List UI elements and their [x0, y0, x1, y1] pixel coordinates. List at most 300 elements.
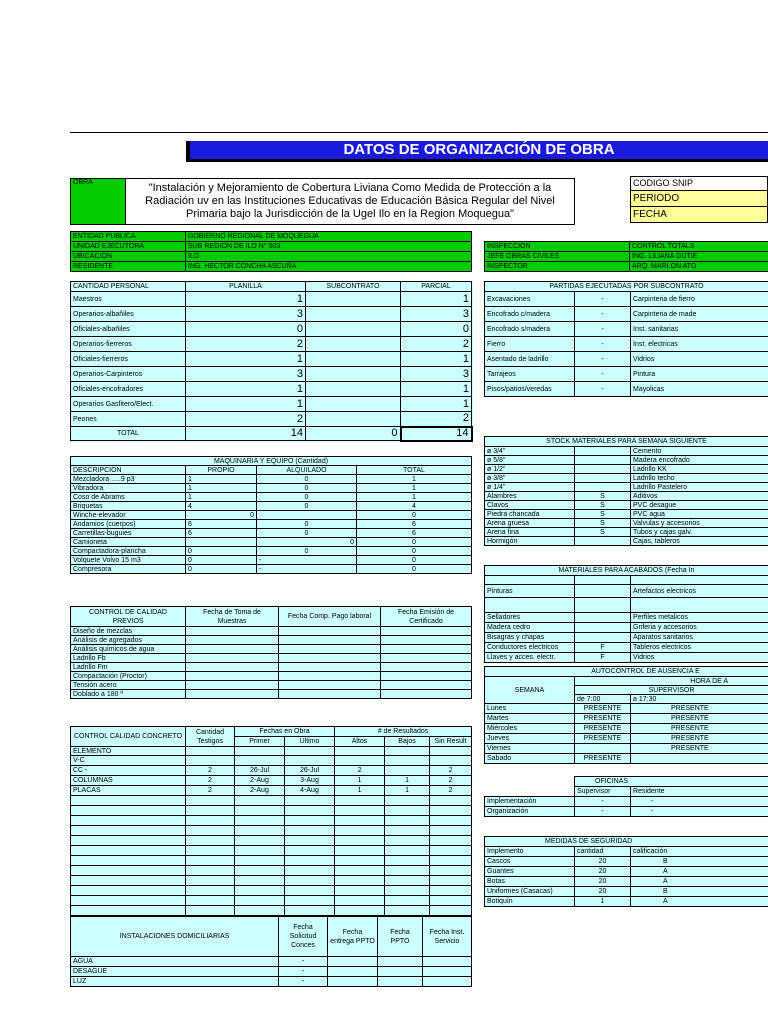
concreto-sin: 2	[430, 786, 472, 796]
stock-cell	[575, 483, 631, 492]
personal-name: Maestros	[71, 292, 186, 307]
entidad-value: GOBIERNO REGIONAL DE MOQUEGUA	[186, 232, 472, 242]
partidas-cell: -	[575, 367, 631, 382]
maq-desc: Andamios (cuerpos)	[71, 520, 186, 529]
partidas-cell: -	[575, 292, 631, 307]
acabados-header: MATERIALES PARA ACABADOS (Fecha In	[485, 566, 768, 576]
autocontrol-supervisor: SUPERVISOR	[575, 686, 768, 695]
partidas-cell: -	[575, 322, 631, 337]
maq-total: 1	[357, 475, 472, 484]
autocontrol-sup: PRESENTE	[575, 704, 631, 714]
personal-parcial: 2	[401, 412, 472, 427]
calidad-previos-item: Tensión acero	[71, 681, 186, 690]
partidas-table	[484, 281, 768, 397]
stock-cell: S	[575, 501, 631, 510]
personal-total-planilla: 14	[186, 427, 306, 441]
partidas-cell: Excavaciones	[485, 292, 575, 307]
concreto-cant: 2	[186, 786, 235, 796]
partidas-cell: Tarrajeos	[485, 367, 575, 382]
seguridad-item: Uniformes (Casacas)	[485, 887, 575, 897]
stock-cell: Aditivos	[631, 492, 768, 501]
fecha-label: FECHA	[631, 207, 768, 223]
acabados-cell	[575, 598, 631, 613]
personal-header: PLANILLA	[186, 282, 306, 292]
seguridad-calif: B	[631, 857, 768, 867]
partidas-cell: Inst. sanitarias	[631, 322, 768, 337]
personal-name: Operarios-fierreros	[71, 337, 186, 352]
concreto-subheader: Bajos	[385, 737, 430, 747]
personal-sub	[306, 352, 401, 367]
acabados-cell: Selladores	[485, 613, 575, 623]
acabados-cell: Aparatos sanitarios	[631, 633, 768, 643]
concreto-ultimo: 3-Aug	[285, 776, 335, 786]
autocontrol-table	[484, 666, 768, 764]
partidas-cell: -	[575, 337, 631, 352]
personal-total-sub: 0	[306, 427, 401, 441]
stock-cell: Madera encofrado	[631, 456, 768, 465]
personal-sub	[306, 337, 401, 352]
instalaciones-header: Fecha Solicitud Conces	[279, 917, 328, 957]
oficinas-item: Organización	[485, 807, 575, 817]
concreto-primer: 2-Aug	[235, 776, 285, 786]
oficinas-sup: -	[575, 797, 631, 807]
seguridad-col: Implemento	[485, 847, 575, 857]
partidas-cell: Pisos/patios/veredas	[485, 382, 575, 397]
personal-planilla: 3	[186, 367, 306, 382]
concreto-sin: 2	[430, 766, 472, 776]
maq-total: 4	[357, 502, 472, 511]
acabados-cell	[631, 598, 768, 613]
stock-cell: ø 3/8"	[485, 474, 575, 483]
obra-block	[70, 178, 575, 225]
entidad-block	[70, 231, 472, 272]
acabados-cell: Conductores electricos	[485, 643, 575, 653]
autocontrol-sup: PRESENTE	[575, 734, 631, 744]
codigo-box	[630, 176, 768, 223]
maq-desc: Winche-elevador	[71, 511, 186, 520]
seguridad-calif: B	[631, 887, 768, 897]
maq-alq: 0	[257, 484, 357, 493]
calidad-previos-header: CONTROL DE CALIDAD PREVIOS	[71, 607, 186, 627]
personal-name: Oficiales-fierreros	[71, 352, 186, 367]
personal-sub	[306, 322, 401, 337]
instalaciones-item: DESAGUE	[71, 967, 279, 977]
personal-planilla: 1	[186, 382, 306, 397]
concreto-el: COLUMNAS	[71, 776, 186, 786]
acabados-cell: F	[575, 653, 631, 663]
personal-planilla: 3	[186, 307, 306, 322]
autocontrol-sup: PRESENTE	[575, 714, 631, 724]
stock-cell: Valvulas y accesorios	[631, 519, 768, 528]
stock-cell: Alambres	[485, 492, 575, 501]
inspeccion-label: INSPECTOR	[485, 262, 630, 272]
concreto-subheader: Ultimo	[285, 737, 335, 747]
entidad-row	[71, 232, 472, 242]
acabados-cell: Pinturas	[485, 585, 575, 598]
entidad-row	[71, 262, 472, 272]
maq-alq	[257, 511, 357, 520]
acabados-cell: Madera cedro	[485, 623, 575, 633]
maq-desc: Vibradora	[71, 484, 186, 493]
stock-cell: Piedra chancada	[485, 510, 575, 519]
maquinaria-col: DESCRIPCION	[71, 466, 186, 475]
entidad-label: ENTIDAD PUBLICA	[71, 232, 186, 242]
maq-alq: 0	[257, 547, 357, 556]
concreto-primer: 26-Jul	[235, 766, 285, 776]
maq-alq: 0	[257, 493, 357, 502]
maq-total: 0	[357, 556, 472, 565]
seguridad-cant: 20	[575, 887, 631, 897]
maq-desc: Briquetas	[71, 502, 186, 511]
stock-cell: Ladrillo Pastelero	[631, 483, 768, 492]
calidad-previos-header: Fecha Emisión de Certificado	[381, 607, 472, 627]
personal-sub	[306, 397, 401, 412]
concreto-ultimo: 26-Jul	[285, 766, 335, 776]
autocontrol-res: PRESENTE	[631, 714, 768, 724]
stock-cell: Arena gruesa	[485, 519, 575, 528]
acabados-cell: Llaves y acces. electr.	[485, 653, 575, 663]
personal-parcial: 1	[401, 352, 472, 367]
personal-planilla: 2	[186, 412, 306, 427]
maq-total: 6	[357, 529, 472, 538]
stock-cell: Tubos y cajas galv.	[631, 528, 768, 537]
seguridad-item: Cascos	[485, 857, 575, 867]
autocontrol-header: AUTOCONTROL DE AUSENCIA E	[485, 667, 768, 677]
concreto-header: Cantidad Testigos	[186, 727, 235, 747]
stock-cell: S	[575, 519, 631, 528]
maq-propio: 6	[186, 520, 257, 529]
personal-header: SUBCONTRATO	[306, 282, 401, 292]
oficinas-header-block	[574, 776, 768, 797]
concreto-header: # de Resultados	[335, 727, 472, 737]
stock-cell: Hormigón	[485, 537, 575, 546]
maq-total: 0	[357, 538, 472, 547]
stock-cell: ø 1/2"	[485, 465, 575, 474]
concreto-primer: 2-Aug	[235, 786, 285, 796]
maq-alq: 0	[257, 502, 357, 511]
stock-cell: PVC desague	[631, 501, 768, 510]
autocontrol-de: de 7:00	[575, 695, 631, 704]
calidad-previos-item: Ladrillo Fb	[71, 654, 186, 663]
autocontrol-semana: SEMANA	[485, 677, 575, 704]
partidas-header: PARTIDAS EJECUTADAS POR SUBCONTRATO	[485, 282, 768, 292]
stock-cell	[575, 465, 631, 474]
personal-parcial: 3	[401, 367, 472, 382]
acabados-cell	[575, 613, 631, 623]
concreto-primer	[235, 756, 285, 766]
partidas-cell: Mayolicas	[631, 382, 768, 397]
concreto-sin	[430, 756, 472, 766]
maquinaria-table	[70, 456, 472, 574]
autocontrol-a: a 17:30	[631, 695, 768, 704]
stock-cell	[575, 447, 631, 456]
personal-sub	[306, 292, 401, 307]
concreto-subheader: Altos	[335, 737, 385, 747]
maq-propio: 1	[186, 493, 257, 502]
personal-parcial: 3	[401, 307, 472, 322]
instalaciones-value: -	[279, 977, 328, 987]
maq-total: 0	[357, 547, 472, 556]
calidad-previos-item: Doblado a 180 º	[71, 690, 186, 699]
maq-total: 1	[357, 484, 472, 493]
seguridad-table	[484, 836, 768, 907]
inspeccion-block	[484, 241, 768, 272]
inspeccion-value: ING. LILIANA GUTIE	[630, 252, 768, 262]
personal-name: Oficiales-encofradores	[71, 382, 186, 397]
concreto-bajos	[385, 756, 430, 766]
seguridad-item: Guantes	[485, 867, 575, 877]
personal-parcial: 0	[401, 322, 472, 337]
maq-desc: Camioneta	[71, 538, 186, 547]
oficinas-item: Implementación	[485, 797, 575, 807]
maq-propio: 0	[186, 511, 257, 520]
concreto-cant	[186, 756, 235, 766]
personal-name: Oficiales-albañiles	[71, 322, 186, 337]
entidad-label: UBICACIÓN	[71, 252, 186, 262]
maq-alq: 0	[257, 529, 357, 538]
personal-planilla: 1	[186, 292, 306, 307]
oficinas-table	[484, 796, 768, 817]
inspeccion-value: CONTROL TOTALS	[630, 242, 768, 252]
personal-sub	[306, 412, 401, 427]
acabados-table	[484, 565, 768, 663]
autocontrol-sup	[575, 744, 631, 754]
partidas-cell: Fierro	[485, 337, 575, 352]
concreto-el: PLACAS	[71, 786, 186, 796]
autocontrol-res: PRESENTE	[631, 704, 768, 714]
stock-cell: Ladrillo KK	[631, 465, 768, 474]
partidas-cell: -	[575, 307, 631, 322]
entidad-label: RESIDENTE	[71, 262, 186, 272]
acabados-cell	[575, 576, 631, 585]
partidas-cell: Pintura	[631, 367, 768, 382]
top-rule	[70, 132, 768, 133]
partidas-cell: Encofrado c/madera	[485, 307, 575, 322]
autocontrol-day: Lunes	[485, 704, 575, 714]
seguridad-cant: 1	[575, 897, 631, 907]
instalaciones-item: LUZ	[71, 977, 279, 987]
concreto-subheader: Sin Result	[430, 737, 472, 747]
autocontrol-res: PRESENTE	[631, 734, 768, 744]
calidad-previos-item: Análisis de agregados	[71, 636, 186, 645]
stock-cell	[575, 474, 631, 483]
maq-total: 0	[357, 565, 472, 574]
calidad-previos-item: Diseño de mezclas	[71, 627, 186, 636]
obra-label: OBRA	[71, 179, 126, 225]
stock-cell: Clavos	[485, 501, 575, 510]
acabados-cell	[575, 633, 631, 643]
maq-desc: Volquete Volvo 15 m3	[71, 556, 186, 565]
stock-cell: S	[575, 510, 631, 519]
maq-desc: Compresora	[71, 565, 186, 574]
autocontrol-day: Viernes	[485, 744, 575, 754]
personal-planilla: 1	[186, 352, 306, 367]
maq-propio: 1	[186, 484, 257, 493]
stock-cell	[575, 537, 631, 546]
acabados-cell	[575, 585, 631, 598]
maq-propio: 1	[186, 475, 257, 484]
entidad-row	[71, 242, 472, 252]
acabados-cell	[575, 623, 631, 633]
concreto-altos: 2	[335, 766, 385, 776]
stock-cell: S	[575, 528, 631, 537]
concreto-bajos: 1	[385, 776, 430, 786]
stock-cell: S	[575, 492, 631, 501]
seguridad-cant: 20	[575, 867, 631, 877]
personal-parcial: 1	[401, 397, 472, 412]
maq-propio: 0	[186, 565, 257, 574]
concreto-subheader: Primer	[235, 737, 285, 747]
calidad-previos-item: Compactación (Proctor)	[71, 672, 186, 681]
maq-total: 1	[357, 493, 472, 502]
seguridad-col: calificación	[631, 847, 768, 857]
instalaciones-value: -	[279, 957, 328, 967]
maq-desc: Carretillas-buguies	[71, 529, 186, 538]
autocontrol-day: Miércoles	[485, 724, 575, 734]
seguridad-cant: 20	[575, 857, 631, 867]
stock-cell: ø 1/4"	[485, 483, 575, 492]
autocontrol-res	[631, 754, 768, 764]
personal-parcial: 2	[401, 337, 472, 352]
autocontrol-hora: HORA DE A	[575, 677, 768, 686]
acabados-cell: Bisagras y chapas	[485, 633, 575, 643]
inspeccion-label: JEFE OBRAS CIVILES	[485, 252, 630, 262]
calidad-previos-table	[70, 606, 472, 699]
concreto-cant: 2	[186, 776, 235, 786]
inspeccion-value: ARQ. MARLON ATO	[630, 262, 768, 272]
instalaciones-header: Fecha entrega PPTO	[328, 917, 378, 957]
concreto-el: V-C	[71, 756, 186, 766]
obra-description: "Instalación y Mejoramiento de Cobertura Liviana Como Medida de Protección a la Radiación uv en las Instituciones Educativas de Educación Básica Regular del Nivel Primaria bajo la Jurisdicción de la Ugel Ilo en la Region Moquegua"	[126, 179, 575, 225]
personal-total-label: TOTAL	[71, 427, 186, 441]
autocontrol-sup: PRESENTE	[575, 754, 631, 764]
entidad-row	[71, 252, 472, 262]
instalaciones-value: -	[279, 967, 328, 977]
seguridad-header: MEDIDAS DE SEGURIDAD	[485, 837, 768, 847]
codigo-snip-label: CODIGO SNIP	[631, 177, 768, 191]
personal-parcial: 1	[401, 292, 472, 307]
concreto-altos: 1	[335, 776, 385, 786]
maq-propio: 0	[186, 556, 257, 565]
instalaciones-table	[70, 916, 472, 987]
concreto-altos	[335, 756, 385, 766]
instalaciones-item: AGUA	[71, 957, 279, 967]
stock-cell: Cajas, tableros	[631, 537, 768, 546]
partidas-cell: Asentado de ladrillo	[485, 352, 575, 367]
calidad-previos-item: Análisis químicos de agua	[71, 645, 186, 654]
stock-cell: ø 3/4"	[485, 447, 575, 456]
entidad-value: SUB REGION DE ILO N° 003	[186, 242, 472, 252]
acabados-cell: Griferia y accesorios	[631, 623, 768, 633]
stock-header: STOCK MATERIALES PARA SEMANA SIGUIENTE	[485, 437, 768, 447]
concreto-table	[70, 726, 472, 916]
maq-desc: Compactadora-plancha	[71, 547, 186, 556]
acabados-cell: Perfiles metalicos	[631, 613, 768, 623]
concreto-bajos	[385, 766, 430, 776]
partidas-cell: Carpinteria de fierro	[631, 292, 768, 307]
stock-table	[484, 436, 768, 546]
inspeccion-label: INSPECCION	[485, 242, 630, 252]
concreto-el: CC -	[71, 766, 186, 776]
entidad-value: ILO	[186, 252, 472, 262]
calidad-previos-header: Fecha de Toma de Muestras	[186, 607, 279, 627]
seguridad-col: cantidad	[575, 847, 631, 857]
concreto-ultimo: 4-Aug	[285, 786, 335, 796]
maq-total: 6	[357, 520, 472, 529]
oficinas-res: -	[631, 797, 768, 807]
personal-sub	[306, 367, 401, 382]
maquinaria-col: ALQUILADO	[257, 466, 357, 475]
personal-header: CANTIDAD PERSONAL	[71, 282, 186, 292]
acabados-cell: Tableros electricos	[631, 643, 768, 653]
personal-sub	[306, 382, 401, 397]
partidas-cell: Vidrios	[631, 352, 768, 367]
stock-cell	[575, 456, 631, 465]
seguridad-item: Botiquín	[485, 897, 575, 907]
maq-propio: 6	[186, 529, 257, 538]
periodo-label: PERIODO	[631, 191, 768, 207]
personal-sub	[306, 307, 401, 322]
personal-parcial: 1	[401, 382, 472, 397]
maquinaria-header: MAQUINARIA Y EQUIPO (Cantidad)	[71, 457, 472, 466]
concreto-ultimo	[285, 756, 335, 766]
partidas-cell: Carpinteria de made	[631, 307, 768, 322]
seguridad-item: Botas	[485, 877, 575, 887]
seguridad-calif: A	[631, 877, 768, 887]
instalaciones-header: Fecha PPTO	[378, 917, 423, 957]
autocontrol-sup: PRESENTE	[575, 724, 631, 734]
personal-name: Operarios Gasfitero/Elect.	[71, 397, 186, 412]
acabados-cell	[485, 576, 575, 585]
seguridad-cant: 20	[575, 877, 631, 887]
personal-table	[70, 281, 473, 442]
calidad-previos-item: Ladrillo Fm	[71, 663, 186, 672]
oficinas-sup: -	[575, 807, 631, 817]
personal-header: PARCIAL	[401, 282, 472, 292]
maq-propio	[186, 538, 257, 547]
acabados-cell: Vidrios	[631, 653, 768, 663]
personal-name: Operarios-albañiles	[71, 307, 186, 322]
personal-planilla: 1	[186, 397, 306, 412]
concreto-header: CONTROL CALIDAD CONCRETO	[71, 727, 186, 747]
maq-alq: 0	[257, 538, 357, 547]
concreto-elemento: ELEMENTO	[71, 747, 186, 756]
autocontrol-day: Martes	[485, 714, 575, 724]
personal-planilla: 2	[186, 337, 306, 352]
autocontrol-day: Jueves	[485, 734, 575, 744]
maquinaria-col: PROPIO	[186, 466, 257, 475]
partidas-cell: Inst. electricas	[631, 337, 768, 352]
acabados-cell: F	[575, 643, 631, 653]
partidas-cell: -	[575, 352, 631, 367]
autocontrol-res: PRESENTE	[631, 744, 768, 754]
oficinas-col: Supervisor	[575, 787, 631, 797]
autocontrol-day: Sabado	[485, 754, 575, 764]
entidad-label: UNIDAD EJECUTORA	[71, 242, 186, 252]
concreto-sin: 2	[430, 776, 472, 786]
instalaciones-header: Fecha Inst. Servicio	[423, 917, 472, 957]
maq-propio: 0	[186, 547, 257, 556]
maq-desc: Mezcladora .....9 p3	[71, 475, 186, 484]
maq-total: 0	[357, 511, 472, 520]
concreto-header: Fechas en Obra	[235, 727, 335, 737]
instalaciones-header: INSTALACIONES DOMICILIARIAS	[71, 917, 279, 957]
autocontrol-res: PRESENTE	[631, 724, 768, 734]
maq-propio: 4	[186, 502, 257, 511]
personal-planilla: 0	[186, 322, 306, 337]
personal-total-parcial: 14	[401, 427, 472, 441]
maq-alq: -	[257, 565, 357, 574]
